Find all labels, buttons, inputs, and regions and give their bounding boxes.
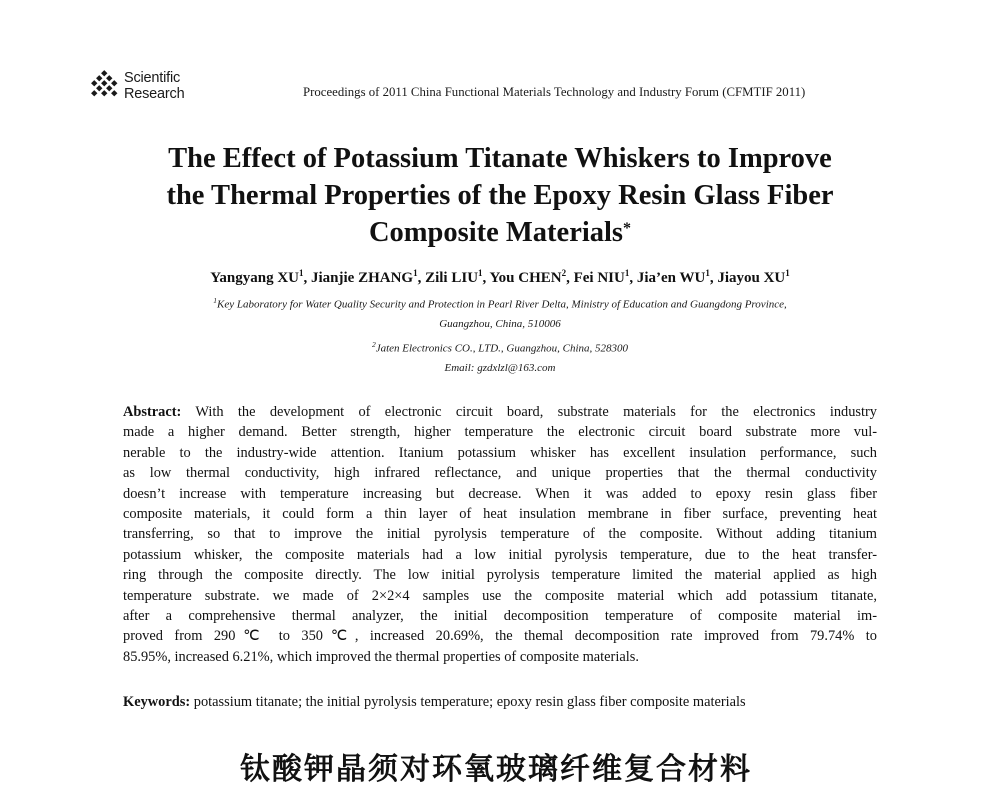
scientific-research-logo-icon bbox=[88, 70, 120, 102]
title-line-3 bbox=[100, 214, 900, 251]
author-separator: , bbox=[303, 270, 311, 286]
affiliation-2-mark: 2 bbox=[371, 340, 376, 349]
author-affil-mark: 1 bbox=[299, 268, 304, 278]
affiliation-2 bbox=[50, 340, 950, 355]
title-line-3-text: Composite Materials bbox=[368, 217, 624, 248]
author-affil-mark: 1 bbox=[624, 268, 630, 278]
author-name: You CHEN bbox=[489, 270, 562, 286]
author bbox=[574, 270, 637, 286]
abstract-line-text: With the development of electronic circuit board, substrate materials for the electronics industry bbox=[181, 404, 877, 420]
affiliation-1-mark: 1 bbox=[213, 296, 217, 305]
author-separator: , bbox=[629, 270, 637, 286]
running-header: Proceedings of 2011 China Functional Materials Technology and Industry Forum (CFMTIF 2011) bbox=[303, 85, 806, 99]
author bbox=[210, 270, 311, 286]
author-name: Zili LIU bbox=[425, 270, 479, 286]
author-separator: , bbox=[566, 270, 574, 286]
keywords bbox=[123, 694, 877, 711]
author-separator: , bbox=[482, 270, 490, 286]
title-line-1: The Effect of Potassium Titanate Whiskers to Improve bbox=[168, 143, 832, 174]
affiliation-1-city: Guangzhou, China, 510006 bbox=[439, 318, 561, 330]
author-name: Jiayou XU bbox=[717, 270, 786, 286]
abstract-label: Abstract: bbox=[123, 404, 182, 420]
abstract-line: after a comprehensive thermal analyzer, the initial decomposition temperature of composite material im- bbox=[123, 607, 877, 624]
author-name: Jianjie ZHANG bbox=[311, 270, 414, 286]
title-line-2: the Thermal Properties of the Epoxy Resin Glass Fiber bbox=[166, 180, 834, 211]
author-name: Fei NIU bbox=[573, 270, 625, 286]
publisher-name bbox=[124, 70, 184, 102]
publisher-logo bbox=[88, 70, 184, 102]
affiliation-2-text: Jaten Electronics CO., LTD., Guangzhou, China, 528300 bbox=[375, 342, 629, 355]
corresponding-email: Email: gzdxlzl@163.com bbox=[444, 362, 556, 374]
author-name: Jia’en WU bbox=[636, 270, 706, 286]
author bbox=[311, 270, 425, 286]
abstract-line bbox=[123, 402, 877, 422]
author bbox=[425, 270, 489, 286]
author bbox=[717, 270, 789, 286]
author bbox=[489, 270, 573, 286]
abstract-line: proved from 290℃ to 350℃, increased 20.69%, the themal decomposition rate improved from 79.74% to bbox=[123, 628, 877, 645]
author-affil-mark: 1 bbox=[705, 268, 710, 278]
author-list bbox=[50, 268, 950, 287]
author-affil-mark: 1 bbox=[785, 268, 790, 278]
affiliation-1-line1: Key Laboratory for Water Quality Security and Protection in Pearl River Delta, Ministry of Education and Guangdong Province, bbox=[216, 298, 787, 311]
chinese-title: 钛酸钾晶须对环氧玻璃纤维复合材料 bbox=[240, 752, 752, 787]
abstract-line: doesn’t increase with temperature increasing but decrease. When it was added to epoxy resin glass fiber bbox=[123, 485, 877, 502]
keywords-label: Keywords: bbox=[123, 694, 191, 710]
paper-title bbox=[100, 140, 900, 251]
affiliation-1 bbox=[50, 296, 950, 311]
title-footnote-mark: * bbox=[623, 220, 632, 237]
publisher-name-line1: Scientific bbox=[124, 70, 181, 86]
abstract-line: made a higher demand. Better strength, higher temperature the electronic circuit board substrate more vul- bbox=[123, 424, 877, 441]
author-affil-mark: 1 bbox=[413, 268, 418, 278]
abstract-line: ring through the composite directly. The low initial pyrolysis temperature limited the material applied as high bbox=[123, 567, 877, 584]
author-separator: , bbox=[709, 270, 718, 286]
author-name: Yangyang XU bbox=[210, 270, 299, 286]
keywords-text: potassium titanate; the initial pyrolysis temperature; epoxy resin glass fiber composite materials bbox=[190, 694, 746, 710]
author bbox=[637, 270, 717, 286]
publisher-name-line2: Research bbox=[124, 86, 185, 102]
abstract-line: transferring, so that to improve the initial pyrolysis temperature of the composite. Without adding titanium bbox=[123, 526, 877, 543]
author-separator: , bbox=[417, 270, 426, 286]
abstract-line: as low thermal conductivity, high infrared reflectance, and unique properties that the thermal conductivity bbox=[123, 465, 877, 482]
abstract-line: nerable to the industry-wide attention. Itanium potassium whisker has excellent insulation performance, such bbox=[123, 444, 877, 461]
abstract-line: temperature substrate. we made of 2×2×4 samples use the composite material which add potassium titanate, bbox=[123, 587, 877, 604]
abstract-line: potassium whisker, the composite materials had a low initial pyrolysis temperature, due to the heat transfer- bbox=[123, 546, 877, 563]
author-affil-mark: 2 bbox=[561, 268, 567, 278]
abstract bbox=[123, 402, 877, 667]
author-affil-mark: 1 bbox=[478, 268, 483, 278]
abstract-line: composite materials, it could form a thin layer of heat insulation membrane in fiber surface, preventing heat bbox=[123, 505, 877, 522]
abstract-line: 85.95%, increased 6.21%, which improved the thermal properties of composite materials. bbox=[123, 648, 639, 665]
